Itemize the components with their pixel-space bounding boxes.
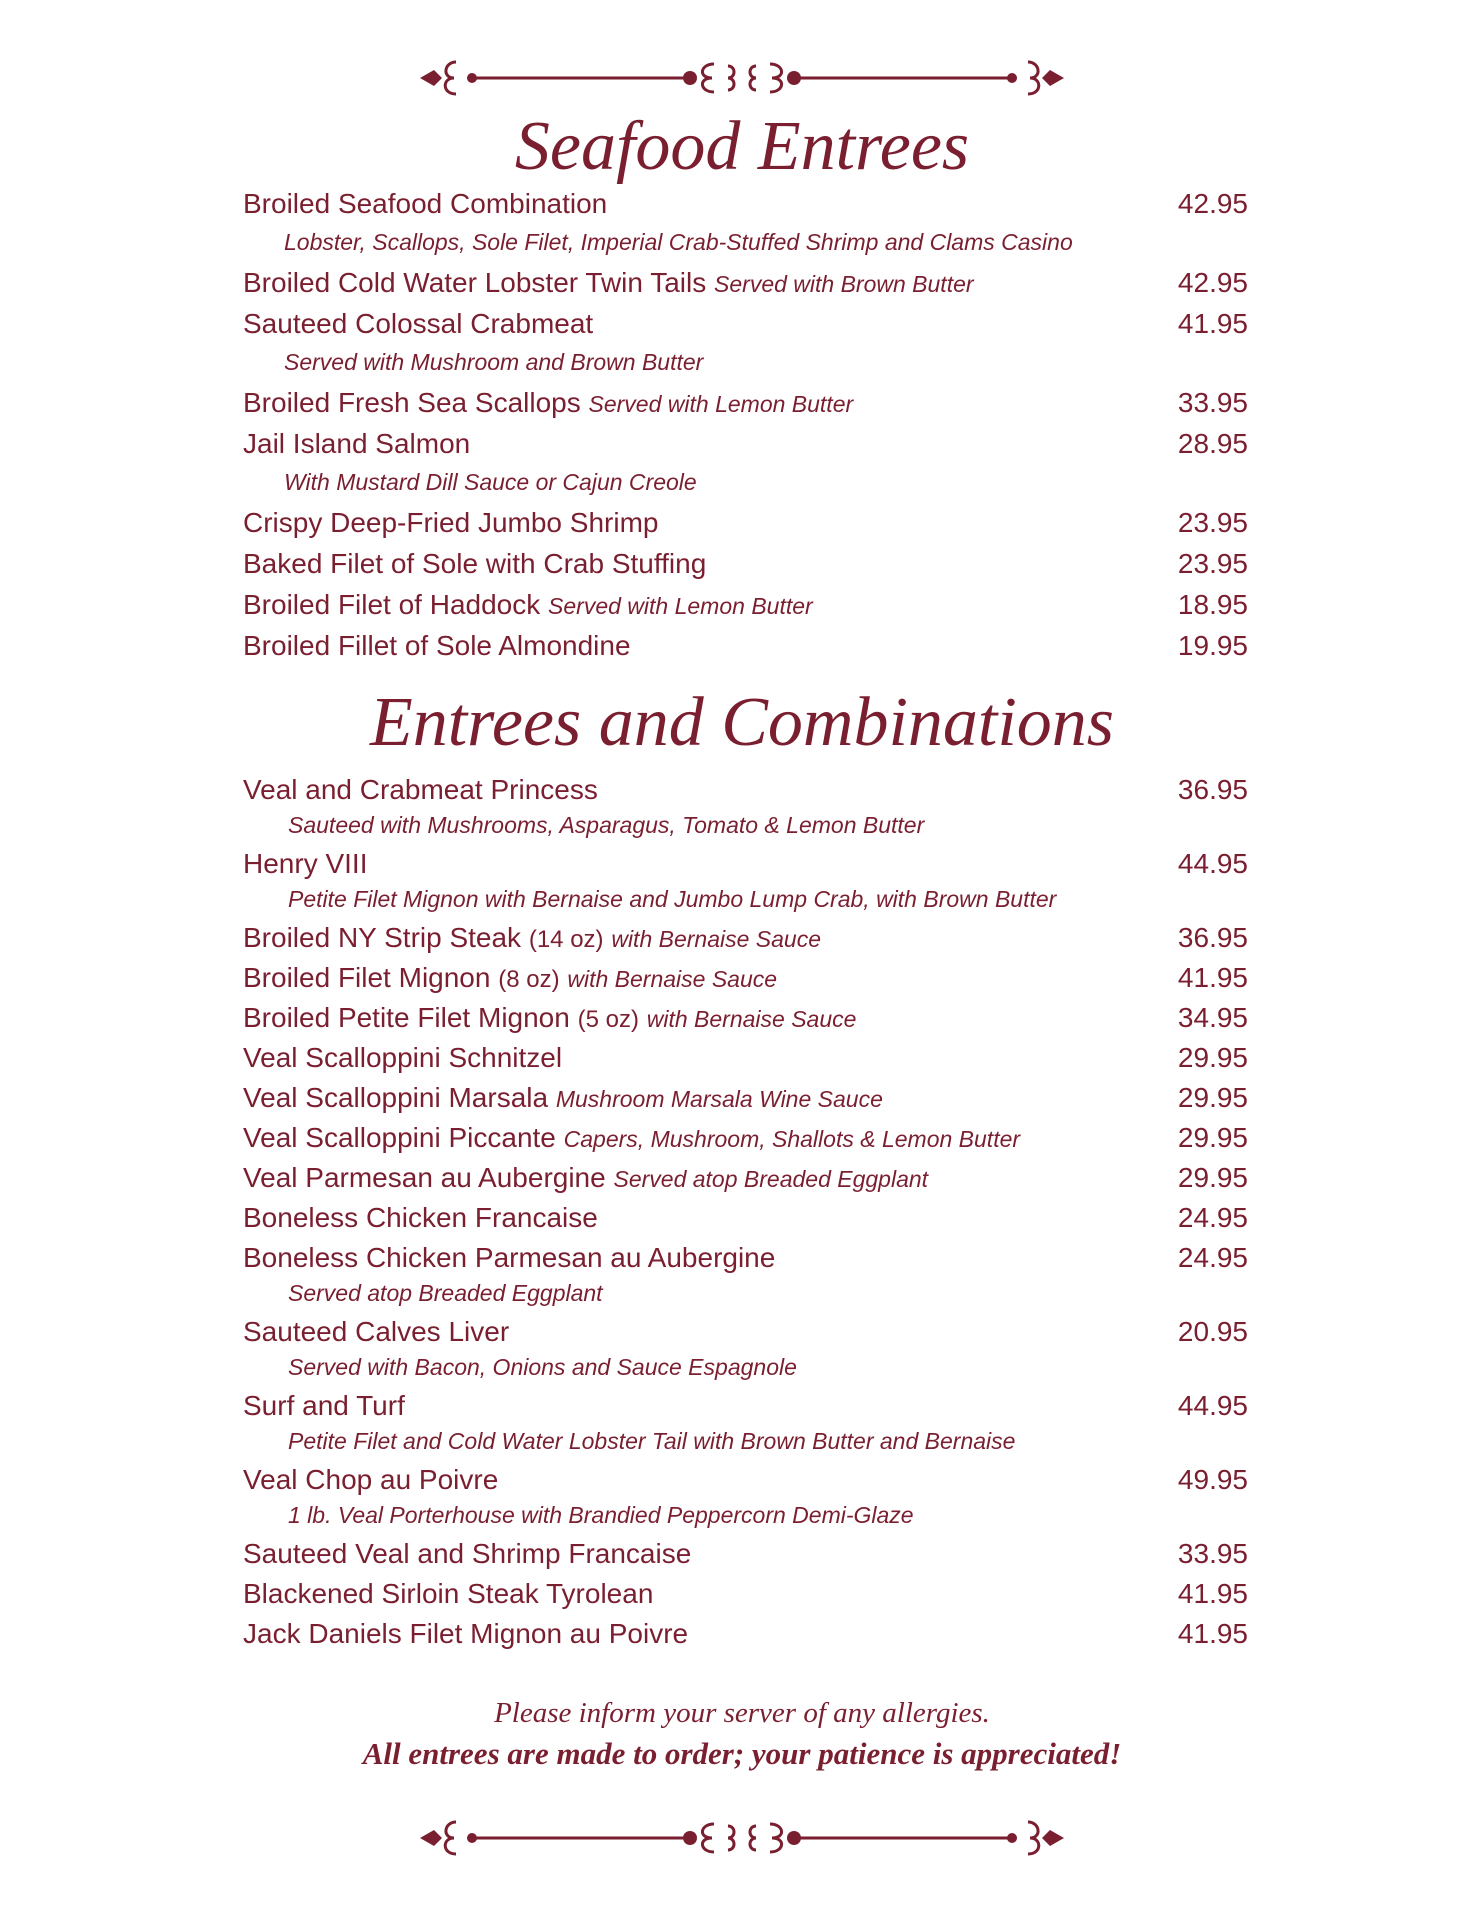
- item-name: Boneless Chicken Parmesan au Aubergine: [243, 1242, 776, 1273]
- menu-item: [0, 998, 1484, 1038]
- menu-item: [0, 844, 1484, 918]
- item-note: with Bernaise Sauce: [646, 1006, 857, 1032]
- menu-item: [0, 383, 1484, 424]
- item-name: Broiled NY Strip Steak (14 oz) with Bernaise Sauce: [243, 922, 822, 953]
- made-to-order-notice: All entrees are made to order; your patience is appreciated!: [362, 1736, 1122, 1771]
- menu-item: [0, 424, 1484, 503]
- item-name: Broiled Fillet of Sole Almondine: [243, 630, 631, 661]
- item-note: with Bernaise Sauce: [611, 926, 822, 952]
- menu-item: [0, 1078, 1484, 1118]
- menu-item: [0, 958, 1484, 998]
- item-name: Jail Island Salmon: [243, 428, 471, 459]
- item-price: 24.95: [1177, 1242, 1248, 1273]
- item-price: 19.95: [1177, 630, 1248, 661]
- item-name: Broiled Cold Water Lobster Twin Tails Served with Brown Butter: [243, 267, 974, 298]
- menu-item: [0, 626, 1484, 667]
- item-description: With Mustard Dill Sauce or Cajun Creole: [284, 469, 697, 495]
- entrees-menu-list: [0, 770, 1484, 1654]
- item-description: Served with Bacon, Onions and Sauce Espagnole: [288, 1354, 797, 1380]
- item-description: 1 lb. Veal Porterhouse with Brandied Peppercorn Demi-Glaze: [288, 1502, 914, 1528]
- item-price: 24.95: [1177, 1202, 1248, 1233]
- item-name: Broiled Petite Filet Mignon (5 oz) with Bernaise Sauce: [243, 1002, 857, 1033]
- item-price: 49.95: [1177, 1464, 1248, 1495]
- section-title-entrees: Entrees and Combinations: [369, 684, 1115, 761]
- menu-item: [0, 304, 1484, 383]
- item-price: 29.95: [1177, 1042, 1248, 1073]
- item-description: Lobster, Scallops, Sole Filet, Imperial Crab-Stuffed Shrimp and Clams Casino: [284, 229, 1073, 255]
- item-price: 29.95: [1177, 1162, 1248, 1193]
- item-price: 29.95: [1177, 1082, 1248, 1113]
- item-price: 41.95: [1177, 1618, 1248, 1649]
- item-price: 36.95: [1177, 774, 1248, 805]
- menu-item: [0, 1198, 1484, 1238]
- item-name: Broiled Seafood Combination: [243, 188, 608, 219]
- item-price: 44.95: [1177, 848, 1248, 879]
- menu-item: [0, 1038, 1484, 1078]
- item-price: 44.95: [1177, 1390, 1248, 1421]
- item-description: Petite Filet Mignon with Bernaise and Jumbo Lump Crab, with Brown Butter: [288, 886, 1057, 912]
- item-name: Veal Parmesan au Aubergine Served atop Breaded Eggplant: [243, 1162, 929, 1193]
- item-name: Broiled Fresh Sea Scallops Served with Lemon Butter: [243, 387, 854, 418]
- item-name: Crispy Deep-Fried Jumbo Shrimp: [243, 507, 659, 538]
- item-name: Henry VIII: [243, 848, 368, 879]
- item-price: 18.95: [1177, 589, 1248, 620]
- item-price: 20.95: [1177, 1316, 1248, 1347]
- menu-item: [0, 503, 1484, 544]
- menu-item: [0, 1118, 1484, 1158]
- item-price: 42.95: [1177, 188, 1248, 219]
- item-name: Sauteed Calves Liver: [243, 1316, 510, 1347]
- item-description: Served with Mushroom and Brown Butter: [284, 349, 704, 375]
- item-price: 28.95: [1177, 428, 1248, 459]
- menu-item: [0, 1312, 1484, 1386]
- item-price: 23.95: [1177, 507, 1248, 538]
- section-title-seafood: Seafood Entrees: [514, 108, 970, 185]
- item-note: Served with Lemon Butter: [548, 593, 813, 619]
- item-name: Sauteed Colossal Crabmeat: [243, 308, 594, 339]
- item-name: Veal Scalloppini Marsala Mushroom Marsala Wine Sauce: [243, 1082, 883, 1113]
- item-name: Veal and Crabmeat Princess: [243, 774, 598, 805]
- item-name: Jack Daniels Filet Mignon au Poivre: [243, 1618, 689, 1649]
- item-name: Veal Chop au Poivre: [243, 1464, 499, 1495]
- item-price: 41.95: [1177, 308, 1248, 339]
- menu-item: [0, 918, 1484, 958]
- item-price: 41.95: [1177, 1578, 1248, 1609]
- seafood-menu-list: [0, 184, 1484, 667]
- item-price: 33.95: [1177, 387, 1248, 418]
- item-size: (8 oz): [498, 966, 560, 993]
- scroll-divider-icon: [414, 1808, 1070, 1868]
- item-price: 33.95: [1177, 1538, 1248, 1569]
- item-price: 41.95: [1177, 962, 1248, 993]
- item-name: Sauteed Veal and Shrimp Francaise: [243, 1538, 692, 1569]
- item-name: Boneless Chicken Francaise: [243, 1202, 598, 1233]
- menu-item: [0, 1574, 1484, 1614]
- menu-item: [0, 1386, 1484, 1460]
- item-name: Broiled Filet of Haddock Served with Lemon Butter: [243, 589, 813, 620]
- scroll-divider-icon: [414, 48, 1070, 108]
- item-note: Served with Lemon Butter: [588, 391, 854, 417]
- menu-item: [0, 263, 1484, 304]
- item-price: 42.95: [1177, 267, 1248, 298]
- item-name: Blackened Sirloin Steak Tyrolean: [243, 1578, 654, 1609]
- item-note: Mushroom Marsala Wine Sauce: [555, 1086, 883, 1112]
- item-name: Broiled Filet Mignon (8 oz) with Bernaise Sauce: [243, 962, 778, 993]
- menu-item: [0, 770, 1484, 844]
- item-price: 23.95: [1177, 548, 1248, 579]
- item-name: Surf and Turf: [243, 1390, 405, 1421]
- item-size: (14 oz): [528, 926, 604, 953]
- item-price: 36.95: [1177, 922, 1248, 953]
- menu-item: [0, 1158, 1484, 1198]
- item-description: Served atop Breaded Eggplant: [288, 1280, 603, 1306]
- item-price: 34.95: [1177, 1002, 1248, 1033]
- item-name: Veal Scalloppini Piccante Capers, Mushroom, Shallots & Lemon Butter: [243, 1122, 1021, 1153]
- item-description: Sauteed with Mushrooms, Asparagus, Tomato & Lemon Butter: [288, 812, 925, 838]
- item-name: Veal Scalloppini Schnitzel: [243, 1042, 563, 1073]
- menu-item: [0, 1614, 1484, 1654]
- menu-item: [0, 1460, 1484, 1534]
- menu-item: [0, 1534, 1484, 1574]
- item-note: Served with Brown Butter: [714, 271, 974, 297]
- menu-item: [0, 544, 1484, 585]
- menu-item: [0, 1238, 1484, 1312]
- item-note: with Bernaise Sauce: [567, 966, 778, 992]
- item-price: 29.95: [1177, 1122, 1248, 1153]
- item-note: Served atop Breaded Eggplant: [613, 1166, 929, 1192]
- item-name: Baked Filet of Sole with Crab Stuffing: [243, 548, 707, 579]
- allergy-notice: Please inform your server of any allergies.: [494, 1697, 990, 1729]
- menu-item: [0, 184, 1484, 263]
- menu-item: [0, 585, 1484, 626]
- item-description: Petite Filet and Cold Water Lobster Tail with Brown Butter and Bernaise: [288, 1428, 1016, 1454]
- item-note: Capers, Mushroom, Shallots & Lemon Butter: [563, 1126, 1021, 1152]
- item-size: (5 oz): [577, 1006, 639, 1033]
